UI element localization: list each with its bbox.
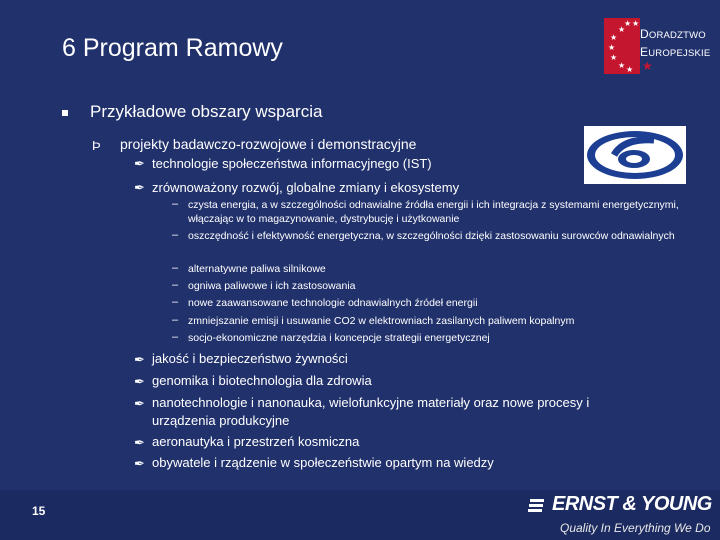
page-number: 15 — [32, 504, 46, 518]
sub-list-item: socjo-ekonomiczne narzędzia i koncepcje strategii energetycznej — [188, 332, 490, 344]
sub-list-item: zmniejszanie emisji i usuwanie CO2 w elektrowniach zasilanych paliwem kopalnym — [188, 315, 575, 327]
svg-text:★: ★ — [608, 43, 616, 52]
doradztwo-logo-text: DORADZTWO EUROPEJSKIE — [640, 27, 711, 59]
sub-list-item: alternatywne paliwa silnikowe — [188, 263, 326, 275]
svg-text:★: ★ — [632, 19, 640, 28]
slide-title: 6 Program Ramowy — [62, 34, 283, 62]
svg-text:★: ★ — [626, 65, 634, 74]
list-item: aeronautyka i przestrzeń kosmiczna — [152, 434, 360, 449]
star-accent-icon — [640, 58, 660, 72]
svg-text:★: ★ — [610, 53, 618, 62]
ernst-young-logo: ERNST & YOUNG — [552, 493, 712, 515]
svg-text:★: ★ — [618, 25, 626, 34]
stars-icon — [604, 18, 640, 74]
bullet-pen-icon: ✒ — [134, 352, 145, 367]
dash-icon: – — [172, 331, 179, 343]
sub-list-item: oszczędność i efektywność energetyczna, w szczególności dzięki zastosowaniu surowców odnawialnych — [188, 230, 675, 242]
list-item: obywatele i rządzenie w społeczeństwie opartym na wiedzy — [152, 455, 494, 470]
bullet-pen-icon: ✒ — [134, 374, 145, 389]
list-item: zrównoważony rozwój, globalne zmiany i ekosystemy — [152, 180, 460, 195]
dash-icon: – — [172, 296, 179, 308]
list-item: genomika i biotechnologia dla zdrowia — [152, 373, 372, 388]
list-item: nanotechnologie i nanonauka, wielofunkcyjne materiały oraz nowe procesy i urządzenia produkcyjne — [152, 395, 590, 428]
bullet-pen-icon: ✒ — [134, 435, 145, 450]
dash-icon: – — [172, 262, 179, 274]
ey-stripes-icon — [528, 496, 548, 516]
svg-text:★: ★ — [610, 33, 618, 42]
sub-list-item: ogniwa paliwowe i ich zastosowania — [188, 280, 356, 292]
dash-icon: – — [172, 314, 179, 326]
bullet-arrow-icon: Þ — [92, 138, 101, 153]
list-item: jakość i bezpieczeństwo żywności — [152, 351, 348, 366]
bullet-pen-icon: ✒ — [134, 396, 145, 411]
bullet-pen-icon: ✒ — [134, 456, 145, 471]
dash-icon: – — [172, 279, 179, 291]
svg-text:★: ★ — [642, 59, 653, 72]
dash-icon: – — [172, 198, 179, 210]
bullet-square-icon — [62, 110, 68, 116]
svg-text:★: ★ — [618, 61, 626, 70]
bullet-pen-icon: ✒ — [134, 180, 145, 195]
sub-list-item: nowe zaawansowane technologie odnawialnych źródeł energii — [188, 297, 478, 309]
dash-icon: – — [172, 229, 179, 241]
svg-text:★: ★ — [624, 19, 632, 28]
subheading: projekty badawczo-rozwojowe i demonstracyjne — [120, 136, 417, 152]
eu-stars-logo — [604, 18, 640, 74]
section-heading: Przykładowe obszary wsparcia — [90, 102, 323, 121]
sub-list-item: czysta energia, a w szczególności odnawialne źródła energii i ich integracja z systemami energetycznymi, włączając w to magazynowanie, dystrybucję i użytkowanie — [188, 199, 679, 225]
list-item: technologie społeczeństwa informacyjnego (IST) — [152, 156, 432, 171]
bullet-pen-icon: ✒ — [134, 156, 145, 171]
ey-tagline: Quality In Everything We Do — [560, 521, 711, 535]
